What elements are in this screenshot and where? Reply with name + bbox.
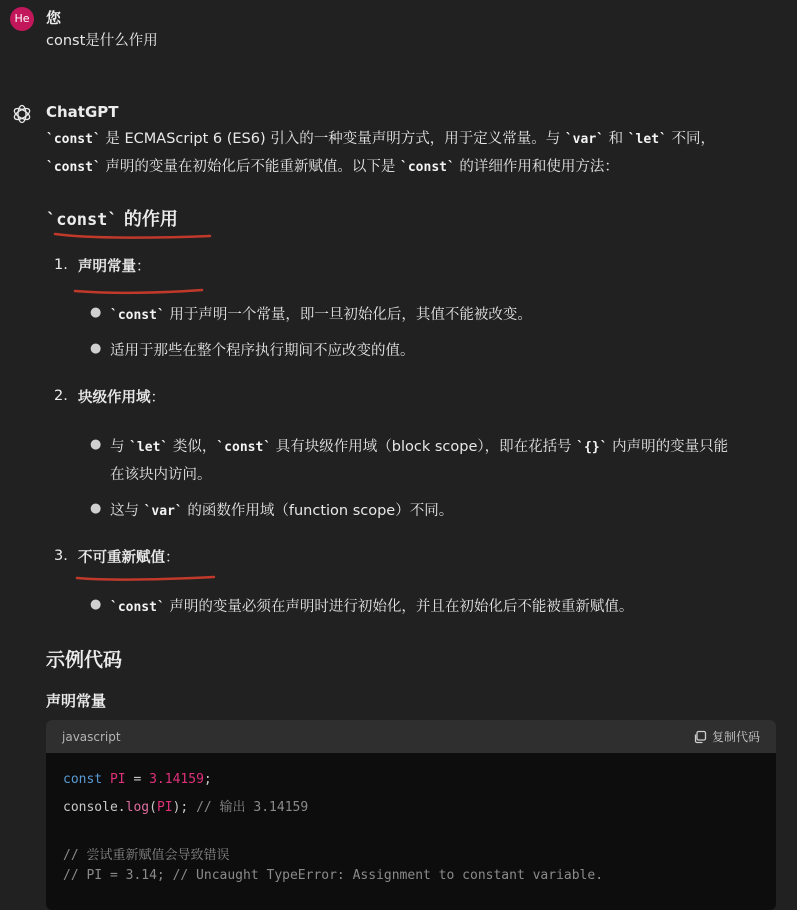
annotation-underline: [74, 570, 218, 584]
bullet-text-span: 这与: [110, 503, 144, 519]
intro-text: 声明的变量在初始化后不能重新赋值。以下是: [100, 159, 401, 175]
code-block-header: [46, 720, 776, 753]
code-space: [102, 772, 110, 787]
list-item-title: [78, 548, 180, 568]
item-suffix: ：: [136, 259, 151, 275]
list-item-title: [78, 257, 151, 277]
inline-code: `const`: [110, 308, 165, 323]
inline-code: `const`: [216, 440, 272, 455]
bullet-text: [110, 305, 532, 326]
copy-code-label: 复制代码: [711, 730, 760, 744]
list-number: 3.: [54, 548, 68, 564]
code-keyword: const: [63, 772, 103, 787]
code-comment: // PI = 3.14; // Uncaught TypeError: Assignment to constant variable.: [63, 868, 604, 883]
user-avatar: He: [10, 7, 34, 31]
code-identifier: PI: [109, 772, 126, 787]
code-line: [63, 868, 603, 883]
code-language-label: javascript: [62, 729, 121, 744]
list-number: 2.: [54, 388, 68, 404]
code-punct: .: [117, 800, 126, 815]
bullet-text-span: 具有块级作用域（block scope），即在花括号: [271, 439, 577, 455]
code-number: 3.14159: [149, 772, 204, 787]
code-line: [63, 796, 308, 815]
code-function: log: [125, 800, 150, 815]
item-title-text: 声明常量: [78, 259, 136, 275]
bullet-dot: ●: [90, 305, 102, 320]
item-title-text: 不可重新赋值: [78, 550, 165, 566]
bullet-text-span: 用于声明一个常量，即一旦初始化后，其值不能被改变。: [164, 307, 532, 323]
annotation-underline: [72, 285, 206, 297]
example-subheading: 声明常量: [46, 692, 107, 710]
bullet-text-span: 的函数作用域（function scope）不同。: [182, 503, 454, 519]
example-heading: 示例代码: [46, 649, 123, 671]
copy-code-button[interactable]: [693, 728, 760, 745]
inline-code: `var`: [143, 504, 183, 519]
item-suffix: ：: [165, 550, 180, 566]
code-punct: (: [149, 800, 157, 815]
code-operator: =: [125, 772, 150, 787]
copy-icon: [693, 730, 707, 744]
code-line: [63, 772, 212, 787]
bullet-dot: ●: [90, 501, 102, 516]
bullet-dot: ●: [90, 597, 102, 612]
inline-code: `{}`: [576, 440, 608, 455]
bullet-text: [110, 437, 728, 458]
intro-line-2: [46, 157, 619, 178]
bullet-text-span: 内声明的变量只能: [607, 439, 729, 455]
inline-code: `const`: [110, 600, 165, 615]
bullet-text-span: 与: [110, 439, 130, 455]
chatgpt-logo-icon: [10, 102, 34, 126]
inline-code: `let`: [129, 440, 169, 455]
bullet-text-continuation: 在该块内访问。: [110, 467, 212, 483]
list-number: 1.: [54, 257, 68, 273]
heading-text: 的作用: [117, 209, 178, 230]
user-name: 您: [46, 9, 62, 27]
inline-code: `let`: [627, 132, 667, 147]
code-block: [46, 720, 776, 910]
code-comment: // 尝试重新赋值会导致错误: [63, 848, 230, 863]
inline-code: `const`: [46, 160, 101, 175]
bullet-dot: ●: [90, 437, 102, 452]
item-title-text: 块级作用域: [78, 390, 151, 406]
code-line: [63, 844, 229, 863]
intro-text: 不同，: [666, 131, 715, 147]
annotation-underline: [52, 228, 214, 242]
code-object: console: [63, 800, 118, 815]
inline-code: `const`: [46, 132, 101, 147]
code-comment: // 输出 3.14159: [188, 800, 309, 815]
list-item-title: [78, 388, 165, 408]
assistant-name: ChatGPT: [46, 103, 119, 121]
intro-text: 是 ECMAScript 6 (ES6) 引入的一种变量声明方式，用于定义常量。与: [100, 131, 565, 147]
bullet-text-span: 声明的变量必须在声明时进行初始化，并且在初始化后不能被重新赋值。: [164, 599, 634, 615]
inline-code: `var`: [564, 132, 604, 147]
code-punct: );: [172, 800, 189, 815]
code-identifier: PI: [156, 800, 173, 815]
bullet-text-span: 类似，: [168, 439, 217, 455]
code-punct: ;: [203, 772, 212, 787]
bullet-text: 适用于那些在整个程序执行期间不应改变的值。: [110, 343, 415, 359]
intro-line-1: [46, 129, 715, 150]
bullet-text: [110, 501, 453, 522]
intro-text: 的详细作用和使用方法：: [454, 159, 619, 175]
bullet-text: [110, 597, 633, 618]
intro-text: 和: [604, 131, 628, 147]
user-message: const是什么作用: [46, 33, 158, 49]
inline-code: `const`: [400, 160, 455, 175]
item-suffix: ：: [150, 390, 165, 406]
heading-code: `const`: [46, 210, 118, 230]
bullet-dot: ●: [90, 341, 102, 356]
